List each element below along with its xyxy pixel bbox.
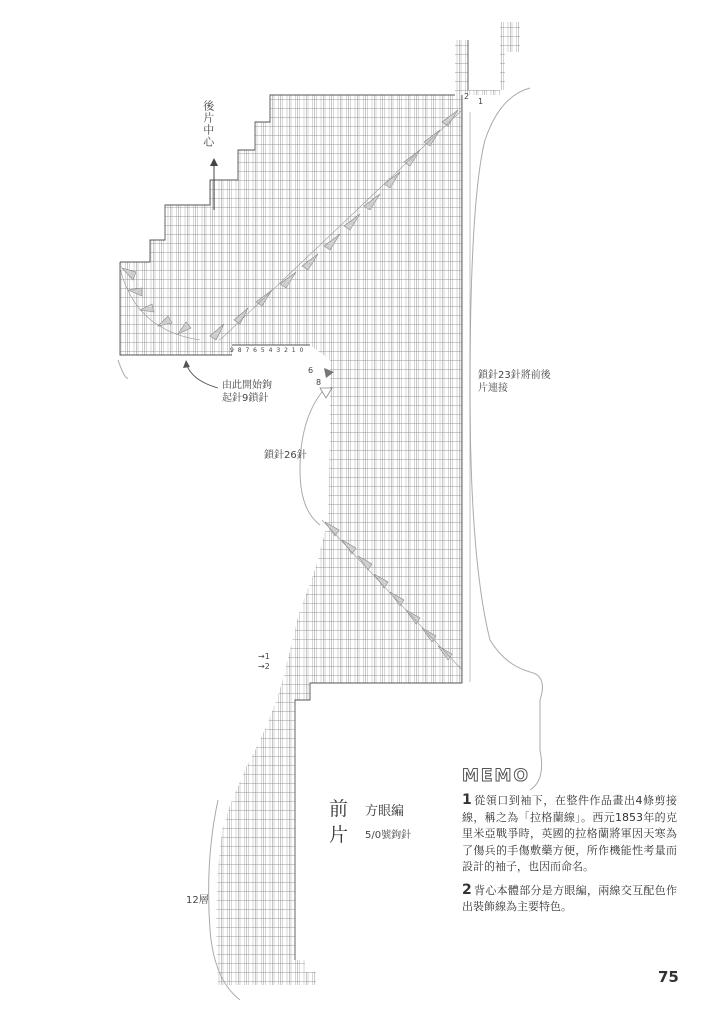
- label-chain-26: 鎖針26針: [264, 450, 307, 461]
- label-rows-12: 12層: [186, 895, 209, 906]
- sleeve-outline-right: [470, 88, 542, 790]
- label-row-2: 2: [464, 92, 470, 101]
- label-back-center: 後片中心: [201, 100, 215, 148]
- neck-curve: [118, 360, 128, 378]
- label-join-line2: 片連接: [478, 382, 508, 394]
- memo-item-1-text: 從領口到袖下，在整件作品畫出4條剪接線，稱之為「拉格蘭線」。西元1853年的克里米亞戰爭時，英國的拉格蘭將軍因天寒為了傷兵的手傷敷藥方便，所作機能性考量而設計的袖子，也因而命名。: [462, 794, 677, 873]
- label-row-8: 8: [316, 378, 322, 387]
- title-hook: 5/0號鉤針: [365, 830, 412, 841]
- title-front: 前: [329, 798, 355, 820]
- memo-title: MEMO: [462, 766, 530, 786]
- memo-item-1-number: 1: [462, 792, 472, 808]
- start-pointer: [186, 362, 218, 388]
- page-number: 75: [658, 968, 679, 986]
- title-stitch: 方眼編: [365, 804, 405, 819]
- label-start-here: [222, 380, 272, 405]
- label-join: [478, 370, 551, 395]
- memo-item-1: [462, 792, 677, 876]
- label-start-here-line2: 起針9鎖針: [222, 392, 269, 404]
- label-chain-count: 9 8 7 6 5 4 3 2 1 0: [230, 347, 305, 354]
- label-row-6: 6: [308, 366, 314, 375]
- memo-item-2: [462, 882, 677, 916]
- title-piece: 片: [329, 824, 355, 846]
- label-row-1: 1: [478, 97, 484, 106]
- label-arrow-1: →1: [258, 652, 270, 661]
- memo-item-2-number: 2: [462, 881, 472, 898]
- memo-item-2-text: 背心本體部分是方眼編，兩線交互配色作出裝飾線為主要特色。: [462, 883, 677, 913]
- memo-box: [462, 766, 677, 916]
- label-start-here-line1: 由此開始鉤: [222, 380, 272, 391]
- label-arrow-2: →2: [258, 662, 270, 671]
- label-join-line1: 鎖針23針將前後: [478, 370, 551, 381]
